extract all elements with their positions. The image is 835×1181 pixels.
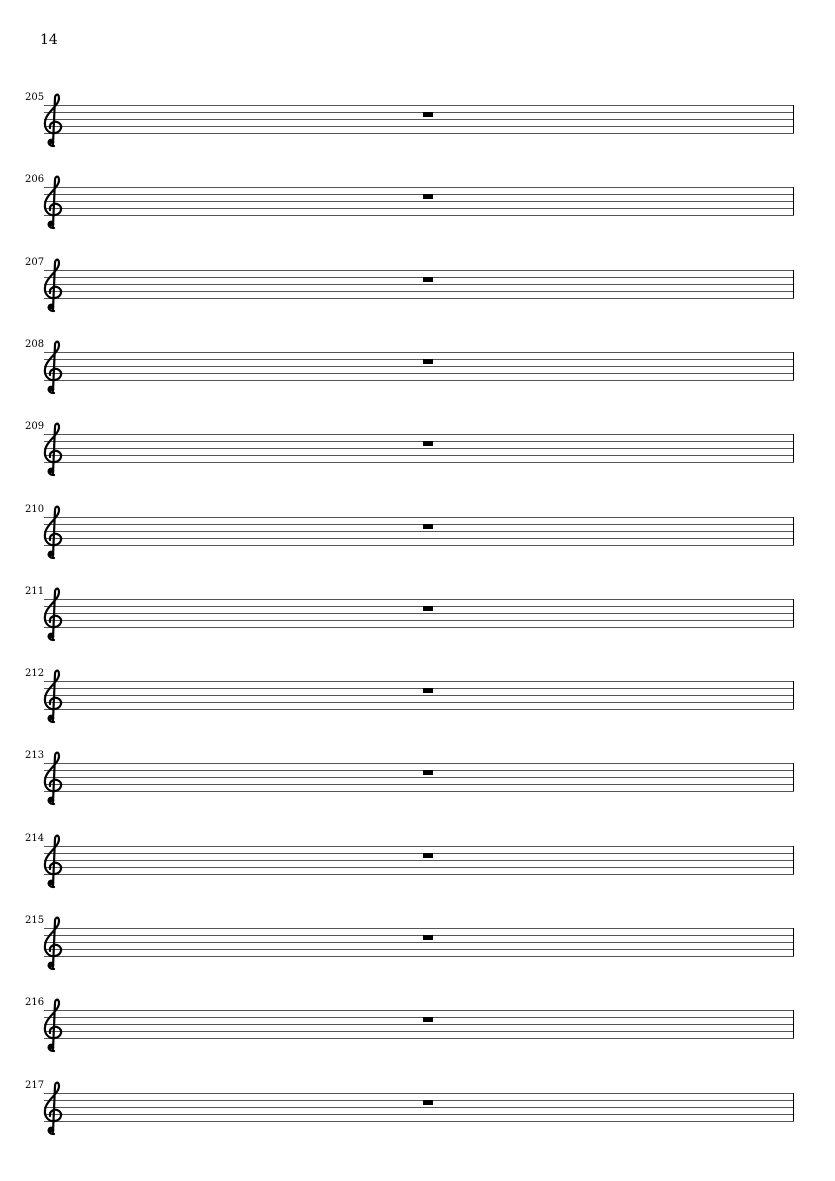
staff-line	[44, 366, 794, 367]
staff-line	[44, 846, 794, 847]
staff-line	[44, 270, 794, 271]
staff-line	[44, 215, 794, 216]
staff-line	[44, 791, 794, 792]
measure-number: 207	[25, 257, 45, 268]
measure-number: 217	[25, 1080, 45, 1091]
final-barline	[793, 846, 794, 874]
staff-line	[44, 681, 794, 682]
staff-system	[0, 257, 835, 339]
staff-line	[44, 956, 794, 957]
measure-number: 216	[25, 997, 45, 1008]
final-barline	[793, 681, 794, 709]
staff-system	[0, 668, 835, 750]
final-barline	[793, 1010, 794, 1038]
staff-line	[44, 455, 794, 456]
staff-line	[44, 531, 794, 532]
treble-clef-icon	[38, 421, 68, 477]
staff-line	[44, 949, 794, 950]
whole-rest-icon	[423, 112, 433, 117]
whole-rest-icon	[423, 853, 433, 858]
treble-clef-icon	[38, 750, 68, 806]
staff-system	[0, 1080, 835, 1162]
whole-rest-icon	[423, 441, 433, 446]
staff-line	[44, 434, 794, 435]
staff-line	[44, 942, 794, 943]
staff-line	[44, 1031, 794, 1032]
staff-line	[44, 709, 794, 710]
staff-line	[44, 441, 794, 442]
staff-line	[44, 284, 794, 285]
staff-line	[44, 874, 794, 875]
measure-number: 212	[25, 668, 45, 679]
staff-line	[44, 119, 794, 120]
final-barline	[793, 270, 794, 298]
measure-number: 206	[25, 174, 45, 185]
staff-line	[44, 853, 794, 854]
page-number: 14	[40, 32, 58, 48]
staff-line	[44, 1114, 794, 1115]
treble-clef-icon	[38, 257, 68, 313]
final-barline	[793, 763, 794, 791]
staff-line	[44, 126, 794, 127]
staff-line	[44, 935, 794, 936]
staff-line	[44, 1100, 794, 1101]
staff-line	[44, 133, 794, 134]
staff-line	[44, 208, 794, 209]
staff-line	[44, 194, 794, 195]
staff-line	[44, 105, 794, 106]
staff-system	[0, 915, 835, 997]
final-barline	[793, 517, 794, 545]
staff-line	[44, 538, 794, 539]
staff-line	[44, 613, 794, 614]
treble-clef-icon	[38, 668, 68, 724]
staff-line	[44, 1010, 794, 1011]
staff-line	[44, 462, 794, 463]
measure-number: 209	[25, 421, 45, 432]
staff-line	[44, 545, 794, 546]
staff-line	[44, 373, 794, 374]
staff-line	[44, 187, 794, 188]
whole-rest-icon	[423, 606, 433, 611]
treble-clef-icon	[38, 586, 68, 642]
whole-rest-icon	[423, 359, 433, 364]
staff-line	[44, 298, 794, 299]
staff-line	[44, 627, 794, 628]
staff-system	[0, 339, 835, 421]
staff-system	[0, 92, 835, 174]
staff-line	[44, 702, 794, 703]
measure-number: 205	[25, 92, 45, 103]
treble-clef-icon	[38, 833, 68, 889]
final-barline	[793, 928, 794, 956]
staff-line	[44, 380, 794, 381]
staff-line	[44, 112, 794, 113]
staff-line	[44, 928, 794, 929]
treble-clef-icon	[38, 92, 68, 148]
whole-rest-icon	[423, 935, 433, 940]
staff-line	[44, 1017, 794, 1018]
final-barline	[793, 1093, 794, 1121]
staff-line	[44, 860, 794, 861]
staff-line	[44, 1024, 794, 1025]
staff-line	[44, 352, 794, 353]
staff-line	[44, 688, 794, 689]
measure-number: 208	[25, 339, 45, 350]
staff-line	[44, 1121, 794, 1122]
staff-line	[44, 770, 794, 771]
treble-clef-icon	[38, 915, 68, 971]
final-barline	[793, 434, 794, 462]
staff-line	[44, 606, 794, 607]
staff-system	[0, 586, 835, 668]
staff-line	[44, 777, 794, 778]
staff-line	[44, 763, 794, 764]
treble-clef-icon	[38, 997, 68, 1053]
measure-number: 213	[25, 750, 45, 761]
staff-line	[44, 359, 794, 360]
staff-line	[44, 201, 794, 202]
whole-rest-icon	[423, 277, 433, 282]
staff-line	[44, 291, 794, 292]
staff-line	[44, 524, 794, 525]
staff-line	[44, 599, 794, 600]
final-barline	[793, 187, 794, 215]
staff-line	[44, 695, 794, 696]
whole-rest-icon	[423, 688, 433, 693]
staff-system	[0, 504, 835, 586]
measure-number: 210	[25, 504, 45, 515]
staff-line	[44, 1093, 794, 1094]
whole-rest-icon	[423, 524, 433, 529]
measure-number: 215	[25, 915, 45, 926]
staff-system	[0, 750, 835, 832]
treble-clef-icon	[38, 1080, 68, 1136]
staff-line	[44, 448, 794, 449]
measure-number: 211	[25, 586, 45, 597]
staff-line	[44, 867, 794, 868]
final-barline	[793, 352, 794, 380]
treble-clef-icon	[38, 339, 68, 395]
staff-system	[0, 421, 835, 503]
staff-system	[0, 833, 835, 915]
staff-system	[0, 174, 835, 256]
final-barline	[793, 599, 794, 627]
staff-line	[44, 1038, 794, 1039]
whole-rest-icon	[423, 770, 433, 775]
measure-number: 214	[25, 833, 45, 844]
treble-clef-icon	[38, 504, 68, 560]
staff-line	[44, 784, 794, 785]
treble-clef-icon	[38, 174, 68, 230]
staff-line	[44, 517, 794, 518]
whole-rest-icon	[423, 1100, 433, 1105]
whole-rest-icon	[423, 194, 433, 199]
staff-system	[0, 997, 835, 1079]
staff-line	[44, 277, 794, 278]
final-barline	[793, 105, 794, 133]
whole-rest-icon	[423, 1017, 433, 1022]
staff-line	[44, 620, 794, 621]
staff-line	[44, 1107, 794, 1108]
